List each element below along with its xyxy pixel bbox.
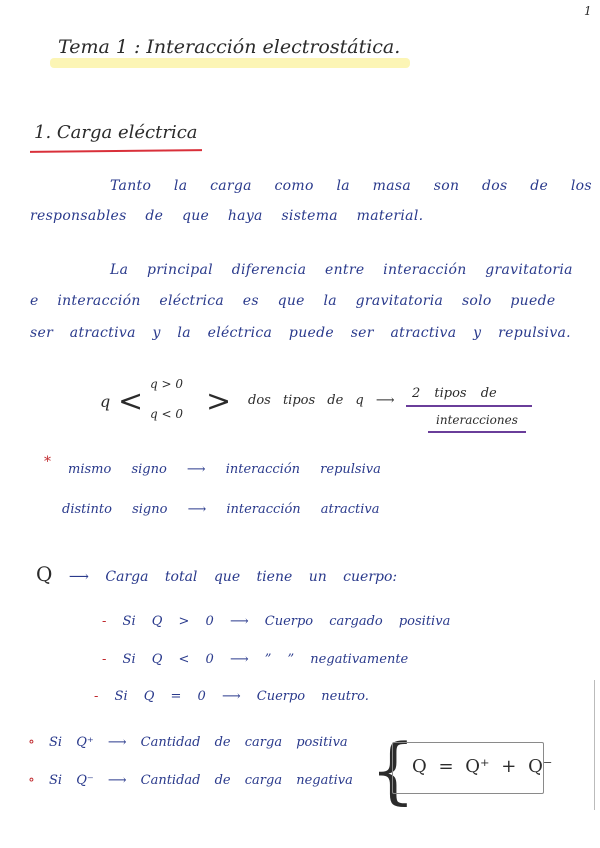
interaction-types-line2: interacciones bbox=[436, 413, 518, 427]
total-charge-definition bbox=[36, 562, 397, 586]
page-title: Tema 1 : Interacción electrostática. bbox=[58, 36, 401, 58]
page-edge-line bbox=[594, 680, 595, 810]
case-condition: Si Q > 0 bbox=[122, 614, 214, 629]
charge-negative: q < 0 bbox=[150, 407, 183, 421]
page-number: 1 bbox=[584, 4, 592, 18]
definition-positive bbox=[28, 734, 348, 750]
case-dash: - bbox=[94, 689, 99, 704]
case-condition: Si Q < 0 bbox=[122, 652, 214, 667]
case-result: ⟶ Cuerpo neutro. bbox=[221, 689, 369, 704]
paragraph1-line1: Tanto la carga como la masa son dos de los bbox=[110, 178, 592, 194]
bullet-icon: ∘ bbox=[28, 772, 35, 788]
case-condition: Si Q = 0 bbox=[114, 689, 206, 704]
bullet-icon: ∘ bbox=[28, 734, 35, 750]
charge-types-text: dos tipos de q ⟶ bbox=[248, 393, 395, 408]
case-negative bbox=[102, 652, 408, 667]
curly-brace: { bbox=[370, 728, 416, 812]
rule-opposite-sign: distinto signo ⟶ interacción atractiva bbox=[62, 502, 380, 517]
definition-text: Si Q⁻ ⟶ Cantidad de carga negativa bbox=[49, 773, 353, 788]
case-result: ⟶ ” ” negativamente bbox=[229, 652, 409, 667]
paragraph2-line3: ser atractiva y la eléctrica puede ser atractiva y repulsiva. bbox=[30, 325, 571, 341]
section-title: 1. Carga eléctrica bbox=[34, 122, 198, 143]
branch-close-bracket: > bbox=[206, 384, 232, 419]
case-neutral bbox=[94, 689, 369, 704]
case-positive bbox=[102, 614, 450, 629]
charge-positive: q > 0 bbox=[150, 377, 183, 391]
rule-same-sign: mismo signo ⟶ interacción repulsiva bbox=[68, 462, 381, 477]
asterisk-marker: * bbox=[44, 454, 51, 470]
charge-symbol: q bbox=[100, 392, 111, 411]
paragraph2-line2: e interacción eléctrica es que la gravitatoria solo puede bbox=[30, 293, 556, 309]
paragraph1-line2: responsables de que haya sistema material. bbox=[30, 208, 424, 224]
total-charge-text: ⟶ Carga total que tiene un cuerpo: bbox=[68, 569, 398, 585]
types-underline-2 bbox=[428, 431, 526, 433]
case-dash: - bbox=[102, 614, 107, 629]
paragraph2-line1: La principal diferencia entre interacción gravitatoria bbox=[110, 262, 573, 278]
section-underline bbox=[30, 149, 202, 153]
definition-negative bbox=[28, 772, 353, 788]
interaction-types-line1: 2 tipos de bbox=[412, 386, 497, 401]
case-result: ⟶ Cuerpo cargado positiva bbox=[229, 614, 451, 629]
title-highlight bbox=[50, 58, 410, 68]
case-dash: - bbox=[102, 652, 107, 667]
branch-open-bracket: < bbox=[118, 384, 144, 419]
types-underline-1 bbox=[406, 405, 532, 407]
total-charge-formula: Q = Q⁺ + Q⁻ bbox=[412, 756, 553, 777]
total-charge-symbol: Q bbox=[36, 562, 53, 586]
definition-text: Si Q⁺ ⟶ Cantidad de carga positiva bbox=[49, 735, 348, 750]
